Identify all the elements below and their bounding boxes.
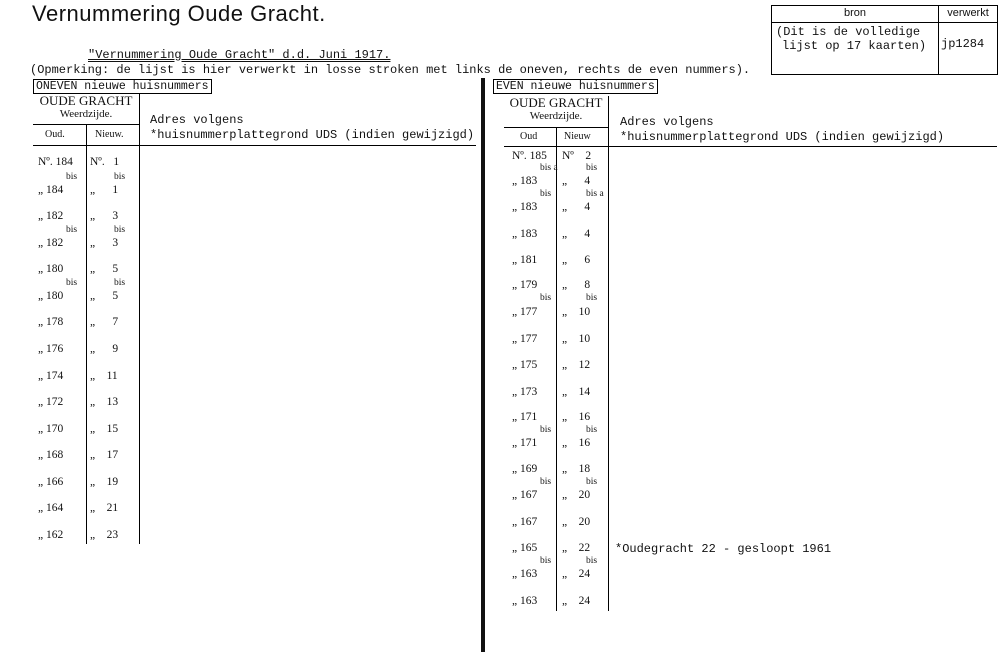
even-nieuw-cell: „ 10 xyxy=(562,306,591,318)
even-oud-cell: „ 173 xyxy=(512,386,538,398)
even-oud-cell: bis a xyxy=(540,163,558,173)
even-col-nieuw: Nieuw xyxy=(564,131,591,142)
oneven-nieuw-cell: „ 1 xyxy=(90,184,119,196)
even-oud-cell: bis xyxy=(540,293,552,303)
even-oud-cell: „ 163 xyxy=(512,595,538,607)
even-annotation: *Oudegracht 22 - gesloopt 1961 xyxy=(615,542,832,556)
oneven-nieuw-cell: „ 3 xyxy=(90,210,119,222)
even-nieuw-cell: „ 4 xyxy=(562,228,591,240)
oneven-nieuw-cell: „ 7 xyxy=(90,316,119,328)
oneven-oud-cell: „ 172 xyxy=(38,396,64,408)
even-oud-cell: „ 179 xyxy=(512,279,538,291)
even-nieuw-cell: Nº 2 xyxy=(562,150,592,162)
even-nieuw-cell: bis a xyxy=(586,189,604,199)
oneven-oud-cell: „ 168 xyxy=(38,449,64,461)
even-nieuw-cell: bis xyxy=(586,293,598,303)
even-nieuw-cell: „ 22 xyxy=(562,542,591,554)
even-label: EVEN nieuwe huisnummers xyxy=(493,79,658,94)
bron-text xyxy=(776,25,936,53)
even-nieuw-cell: „ 20 xyxy=(562,516,591,528)
oneven-label: ONEVEN nieuwe huisnummers xyxy=(33,79,212,94)
even-oud-cell: „ 169 xyxy=(512,463,538,475)
even-oud-cell: bis xyxy=(540,189,552,199)
verwerkt-header: verwerkt xyxy=(947,7,989,19)
oneven-oud-cell: „ 184 xyxy=(38,184,64,196)
even-nieuw-cell: „ 14 xyxy=(562,386,591,398)
oneven-oud-cell: „ 178 xyxy=(38,316,64,328)
even-nieuw-cell: „ 24 xyxy=(562,595,591,607)
even-nieuw-cell: „ 12 xyxy=(562,359,591,371)
page-title: Vernummering Oude Gracht. xyxy=(32,1,326,26)
even-oud-cell: Nº. 185 xyxy=(512,150,547,162)
oneven-nieuw-cell: „ 11 xyxy=(90,370,118,382)
even-oud-cell: „ 163 xyxy=(512,568,538,580)
oneven-col-nieuw: Nieuw. xyxy=(95,129,124,140)
oneven-nieuw-cell: „ 5 xyxy=(90,290,119,302)
even-nieuw-cell: „ 16 xyxy=(562,411,591,423)
oneven-oud-cell: bis xyxy=(66,278,78,288)
even-nieuw-cell: „ 6 xyxy=(562,254,591,266)
even-nieuw-cell: „ 8 xyxy=(562,279,591,291)
oneven-header-sub: Weerdzijde. xyxy=(59,108,113,120)
oneven-oud-cell: „ 174 xyxy=(38,370,64,382)
subtitle-text: "Vernummering Oude Gracht" d.d. Juni 1917. xyxy=(88,48,391,62)
subtitle xyxy=(88,48,390,62)
even-header-sub: Weerdzijde. xyxy=(529,110,583,122)
oneven-oud-cell: „ 166 xyxy=(38,476,64,488)
bron-text-line2: lijst op 17 kaarten) xyxy=(782,39,927,53)
even-nieuw-cell: bis xyxy=(586,163,598,173)
oneven-adres-line2: *huisnummerplattegrond UDS (indien gewijzigd) xyxy=(150,128,475,142)
even-oud-cell: „ 165 xyxy=(512,542,538,554)
even-nieuw-cell: „ 16 xyxy=(562,437,591,449)
oneven-adres-header xyxy=(150,113,474,143)
oneven-nieuw-cell: „ 5 xyxy=(90,263,119,275)
bron-text-line1: (Dit is de volledige xyxy=(776,25,921,39)
even-oud-cell: „ 171 xyxy=(512,437,538,449)
even-oud-cell: bis xyxy=(540,425,552,435)
even-oud-cell: bis xyxy=(540,477,552,487)
even-nieuw-cell: bis xyxy=(586,425,598,435)
even-col-oud: Oud xyxy=(520,131,538,142)
oneven-oud-cell: bis xyxy=(66,225,78,235)
oneven-oud-cell: „ 180 xyxy=(38,263,64,275)
oneven-nieuw-cell: bis xyxy=(114,225,126,235)
oneven-oud-cell: „ 180 xyxy=(38,290,64,302)
even-header-title: OUDE GRACHT xyxy=(509,95,603,110)
source-box xyxy=(771,5,998,75)
oneven-oud-cell: bis xyxy=(66,172,78,182)
oneven-oud-cell: „ 164 xyxy=(38,502,64,514)
oneven-oud-cell: „ 176 xyxy=(38,343,64,355)
oneven-nieuw-cell: bis xyxy=(114,278,126,288)
even-nieuw-cell: „ 4 xyxy=(562,175,591,187)
even-adres-header xyxy=(620,115,944,145)
even-oud-cell: bis xyxy=(540,556,552,566)
oneven-nieuw-cell: bis xyxy=(114,172,126,182)
even-nieuw-cell: „ 24 xyxy=(562,568,591,580)
oneven-nieuw-cell: „ 17 xyxy=(90,449,119,461)
oneven-adres-line1: Adres volgens xyxy=(150,113,244,127)
oneven-header-title: OUDE GRACHT xyxy=(39,93,133,108)
oneven-col-oud: Oud. xyxy=(45,129,65,140)
note: (Opmerking: de lijst is hier verwerkt in losse stroken met links de oneven, rechts de even nummers). xyxy=(30,63,751,77)
center-divider xyxy=(481,78,485,652)
even-oud-cell: „ 171 xyxy=(512,411,538,423)
oneven-nieuw-cell: „ 23 xyxy=(90,529,119,541)
even-nieuw-cell: „ 4 xyxy=(562,201,591,213)
even-oud-cell: „ 177 xyxy=(512,333,538,345)
oneven-oud-cell: Nº. 184 xyxy=(38,156,73,168)
oneven-oud-cell: „ 170 xyxy=(38,423,64,435)
even-adres-line1: Adres volgens xyxy=(620,115,714,129)
verwerkt-text: jp1284 xyxy=(941,37,985,51)
even-nieuw-cell: „ 10 xyxy=(562,333,591,345)
even-adres-line2: *huisnummerplattegrond UDS (indien gewijzigd) xyxy=(620,130,945,144)
even-oud-cell: „ 167 xyxy=(512,489,538,501)
oneven-nieuw-cell: „ 13 xyxy=(90,396,119,408)
even-oud-cell: „ 177 xyxy=(512,306,538,318)
even-nieuw-cell: bis xyxy=(586,556,598,566)
even-nieuw-cell: bis xyxy=(586,477,598,487)
oneven-nieuw-cell: „ 9 xyxy=(90,343,119,355)
bron-header: bron xyxy=(843,7,867,19)
oneven-nieuw-cell: „ 15 xyxy=(90,423,119,435)
even-oud-cell: „ 183 xyxy=(512,228,538,240)
even-oud-cell: „ 175 xyxy=(512,359,538,371)
oneven-nieuw-cell: „ 19 xyxy=(90,476,119,488)
oneven-nieuw-cell: Nº. 1 xyxy=(90,156,120,168)
even-oud-cell: „ 167 xyxy=(512,516,538,528)
even-oud-cell: „ 183 xyxy=(512,175,538,187)
even-nieuw-cell: „ 20 xyxy=(562,489,591,501)
oneven-nieuw-cell: „ 3 xyxy=(90,237,119,249)
oneven-oud-cell: „ 182 xyxy=(38,237,64,249)
even-nieuw-cell: „ 18 xyxy=(562,463,591,475)
oneven-oud-cell: „ 162 xyxy=(38,529,64,541)
oneven-oud-cell: „ 182 xyxy=(38,210,64,222)
oneven-nieuw-cell: „ 21 xyxy=(90,502,119,514)
even-oud-cell: „ 181 xyxy=(512,254,538,266)
even-oud-cell: „ 183 xyxy=(512,201,538,213)
